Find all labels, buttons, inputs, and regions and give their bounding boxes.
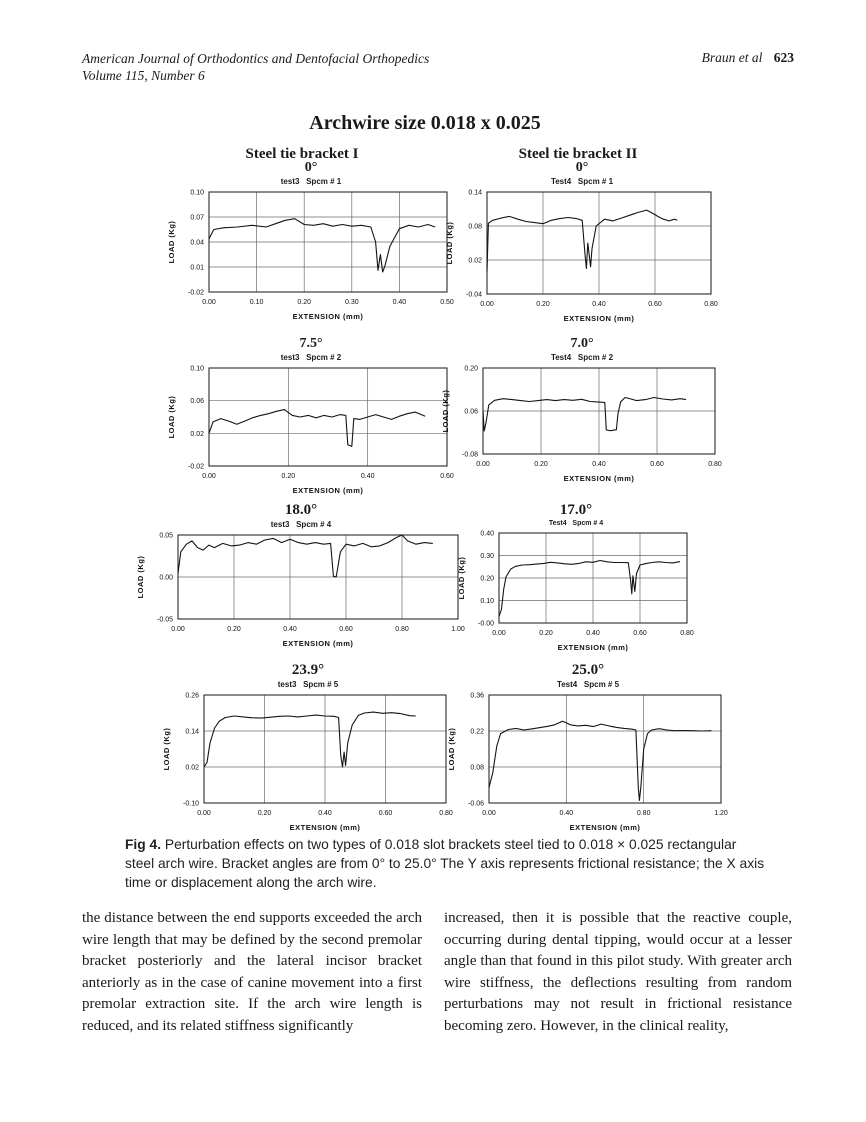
svg-text:0.80: 0.80 [680, 630, 694, 637]
svg-text:0.08: 0.08 [468, 223, 482, 231]
column-header-bracket-2: Steel tie bracket II [518, 146, 638, 162]
svg-text:1.20: 1.20 [714, 810, 728, 817]
svg-text:-0.08: -0.08 [462, 451, 478, 459]
svg-text:EXTENSION (mm): EXTENSION (mm) [557, 643, 629, 652]
svg-text:0.10: 0.10 [249, 299, 264, 306]
svg-text:EXTENSION (mm): EXTENSION (mm) [289, 823, 361, 832]
svg-text:0.00: 0.00 [159, 574, 173, 582]
svg-text:0.00: 0.00 [202, 299, 216, 306]
svg-text:0.20: 0.20 [534, 461, 548, 468]
chart-angle-label: 23.9° [291, 662, 325, 678]
svg-text:LOAD (Kg): LOAD (Kg) [457, 556, 466, 600]
chart-block-18.0deg-bracket1 [128, 502, 474, 649]
svg-text:LOAD (Kg): LOAD (Kg) [167, 220, 176, 264]
svg-text:0.40: 0.40 [480, 530, 494, 538]
chart-angle-label: 25.0° [571, 662, 605, 678]
svg-text:EXTENSION (mm): EXTENSION (mm) [563, 314, 635, 323]
svg-text:0.20: 0.20 [480, 575, 494, 583]
svg-text:0.20: 0.20 [297, 299, 312, 306]
svg-text:EXTENSION (mm): EXTENSION (mm) [292, 312, 364, 321]
svg-text:LOAD (Kg): LOAD (Kg) [441, 389, 450, 433]
svg-text:0.30: 0.30 [344, 299, 359, 306]
svg-text:0.02: 0.02 [468, 257, 482, 265]
svg-text:-0.02: -0.02 [188, 289, 204, 297]
figure-caption-lead: Fig 4. [125, 837, 162, 852]
svg-text:0.40: 0.40 [592, 301, 606, 308]
header-authors: Braun et al [701, 50, 763, 65]
body-text-right-column: increased, then it is possible that the reactive couple, occurring during dental tipping, would occur at a lesser angle than that found in this pilot study. With greater arch wire stiffness, the deflections resulting from random perturbations may not result in frictional resistance becoming zero. However, in the clinical reality, [444, 910, 792, 1034]
chart-subtitle: test3 Spcm # 5 [277, 680, 339, 689]
svg-text:0.20: 0.20 [464, 365, 478, 373]
chart-block-7.5deg-bracket1 [158, 336, 464, 496]
svg-text:LOAD (Kg): LOAD (Kg) [136, 555, 145, 599]
svg-text:0.20: 0.20 [227, 626, 241, 633]
svg-text:0.10: 0.10 [190, 189, 204, 197]
chart-subtitle: Test4 Spcm # 4 [548, 520, 604, 527]
svg-text:LOAD (Kg): LOAD (Kg) [167, 395, 176, 439]
header-page-number: 623 [773, 50, 794, 65]
chart-subtitle: Test4 Spcm # 2 [550, 353, 614, 362]
svg-text:LOAD (Kg): LOAD (Kg) [445, 221, 454, 265]
running-header-left [82, 50, 512, 84]
svg-text:0.50: 0.50 [440, 299, 454, 306]
line-chart-7.5deg-bracket1 [163, 362, 459, 496]
figure-caption-text: Perturbation effects on two types of 0.018 slot brackets steel tied to 0.018 × 0.025 rectangular steel arch wire. Bracket angles are from 0° to 25.0° The Y axis represents frictional resistance; the X axis time or displacement along the arch wire. [125, 837, 765, 890]
svg-text:0.00: 0.00 [492, 630, 506, 637]
body-text-left-column: the distance between the end supports exceeded the arch wire length that may be defined by the second premolar bracket posteriorly and the lateral incisor bracket anteriorly as in the case of canine movement into a first premolar extraction site. If the arch wire length is reduced, and its related stiffness significantly [82, 910, 422, 1034]
svg-text:0.80: 0.80 [636, 810, 651, 817]
chart-angle-label: 0° [575, 160, 589, 175]
svg-text:0.00: 0.00 [482, 810, 496, 817]
journal-volume: Volume 115, Number 6 [82, 68, 205, 83]
svg-text:0.00: 0.00 [476, 461, 490, 468]
svg-text:-0.02: -0.02 [188, 463, 204, 471]
svg-text:0.80: 0.80 [395, 626, 409, 633]
chart-block-25.0deg-bracket2 [438, 662, 738, 833]
svg-text:0.60: 0.60 [650, 461, 664, 468]
svg-text:0.40: 0.40 [592, 461, 606, 468]
svg-text:0.40: 0.40 [586, 630, 600, 637]
chart-subtitle: test3 Spcm # 4 [270, 520, 332, 529]
svg-text:0.00: 0.00 [202, 473, 216, 480]
chart-block-17.0deg-bracket2 [448, 502, 704, 653]
chart-block-7.0deg-bracket2 [432, 336, 732, 484]
svg-text:0.40: 0.40 [360, 473, 375, 480]
svg-text:0.00: 0.00 [171, 626, 185, 633]
svg-text:LOAD (Kg): LOAD (Kg) [162, 727, 171, 771]
svg-text:0.01: 0.01 [190, 264, 204, 272]
svg-text:0.60: 0.60 [440, 473, 454, 480]
svg-text:0.60: 0.60 [339, 626, 353, 633]
svg-text:0.40: 0.40 [283, 626, 297, 633]
svg-text:0.40: 0.40 [318, 810, 332, 817]
svg-text:0.04: 0.04 [190, 239, 204, 247]
svg-text:0.80: 0.80 [704, 301, 718, 308]
svg-text:0.60: 0.60 [378, 810, 393, 817]
svg-text:0.22: 0.22 [470, 728, 484, 736]
svg-text:0.00: 0.00 [480, 301, 494, 308]
line-chart-18.0deg-bracket1 [132, 529, 470, 649]
line-chart-0deg-bracket2 [441, 186, 723, 324]
svg-text:-0.04: -0.04 [466, 291, 482, 299]
svg-text:0.06: 0.06 [464, 408, 478, 416]
figure-title: Archwire size 0.018 x 0.025 [309, 112, 541, 134]
svg-text:0.20: 0.20 [536, 301, 550, 308]
chart-block-0deg-bracket2 [432, 160, 732, 324]
figure-caption [125, 835, 767, 892]
svg-text:0.80: 0.80 [439, 810, 453, 817]
svg-text:EXTENSION (mm): EXTENSION (mm) [292, 486, 364, 495]
line-chart-23.9deg-bracket1 [158, 689, 458, 833]
chart-subtitle: test3 Spcm # 2 [280, 353, 342, 362]
svg-text:-0.10: -0.10 [183, 800, 199, 808]
svg-text:0.06: 0.06 [190, 398, 204, 406]
line-chart-7.0deg-bracket2 [437, 362, 727, 484]
svg-text:0.26: 0.26 [185, 692, 199, 700]
chart-subtitle: Test4 Spcm # 1 [550, 177, 614, 186]
journal-title: American Journal of Orthodontics and Dentofacial Orthopedics [82, 51, 430, 66]
svg-text:0.40: 0.40 [392, 299, 407, 306]
svg-text:EXTENSION (mm): EXTENSION (mm) [569, 823, 641, 832]
svg-text:EXTENSION (mm): EXTENSION (mm) [282, 639, 354, 648]
line-chart-0deg-bracket1 [163, 186, 459, 322]
svg-text:0.14: 0.14 [185, 728, 199, 736]
svg-text:EXTENSION (mm): EXTENSION (mm) [563, 474, 635, 483]
chart-angle-label: 0° [304, 160, 318, 175]
svg-text:0.20: 0.20 [257, 810, 272, 817]
chart-subtitle: Test4 Spcm # 5 [556, 680, 620, 689]
svg-text:0.05: 0.05 [159, 532, 173, 540]
chart-block-23.9deg-bracket1 [152, 662, 464, 833]
svg-text:-0.06: -0.06 [468, 800, 484, 808]
svg-text:0.10: 0.10 [190, 365, 204, 373]
chart-angle-label: 7.0° [570, 336, 594, 351]
svg-text:0.36: 0.36 [470, 692, 484, 700]
chart-block-0deg-bracket1 [158, 160, 464, 322]
svg-text:0.10: 0.10 [480, 598, 494, 605]
svg-text:0.60: 0.60 [633, 630, 647, 637]
svg-text:1.00: 1.00 [451, 626, 465, 633]
chart-angle-label: 18.0° [284, 502, 318, 518]
svg-text:0.40: 0.40 [559, 810, 574, 817]
running-header-right [702, 50, 794, 66]
line-chart-17.0deg-bracket2 [453, 527, 699, 653]
chart-angle-label: 7.5° [299, 336, 323, 351]
chart-subtitle: test3 Spcm # 1 [280, 177, 342, 186]
svg-text:0.07: 0.07 [190, 214, 204, 222]
svg-text:0.00: 0.00 [197, 810, 211, 817]
svg-text:0.80: 0.80 [708, 461, 722, 468]
svg-text:0.60: 0.60 [648, 301, 662, 308]
column-header-bracket-1: Steel tie bracket I [245, 146, 359, 162]
line-chart-25.0deg-bracket2 [443, 689, 733, 833]
svg-text:LOAD (Kg): LOAD (Kg) [447, 727, 456, 771]
svg-text:0.20: 0.20 [281, 473, 296, 480]
svg-text:-0.00: -0.00 [478, 620, 494, 628]
svg-text:0.30: 0.30 [480, 553, 494, 560]
svg-text:0.08: 0.08 [470, 764, 484, 772]
svg-text:0.02: 0.02 [190, 430, 204, 438]
svg-text:0.20: 0.20 [539, 630, 553, 637]
svg-text:0.02: 0.02 [185, 764, 199, 772]
svg-text:-0.05: -0.05 [157, 616, 173, 624]
svg-text:0.14: 0.14 [468, 189, 482, 197]
chart-angle-label: 17.0° [559, 502, 593, 518]
